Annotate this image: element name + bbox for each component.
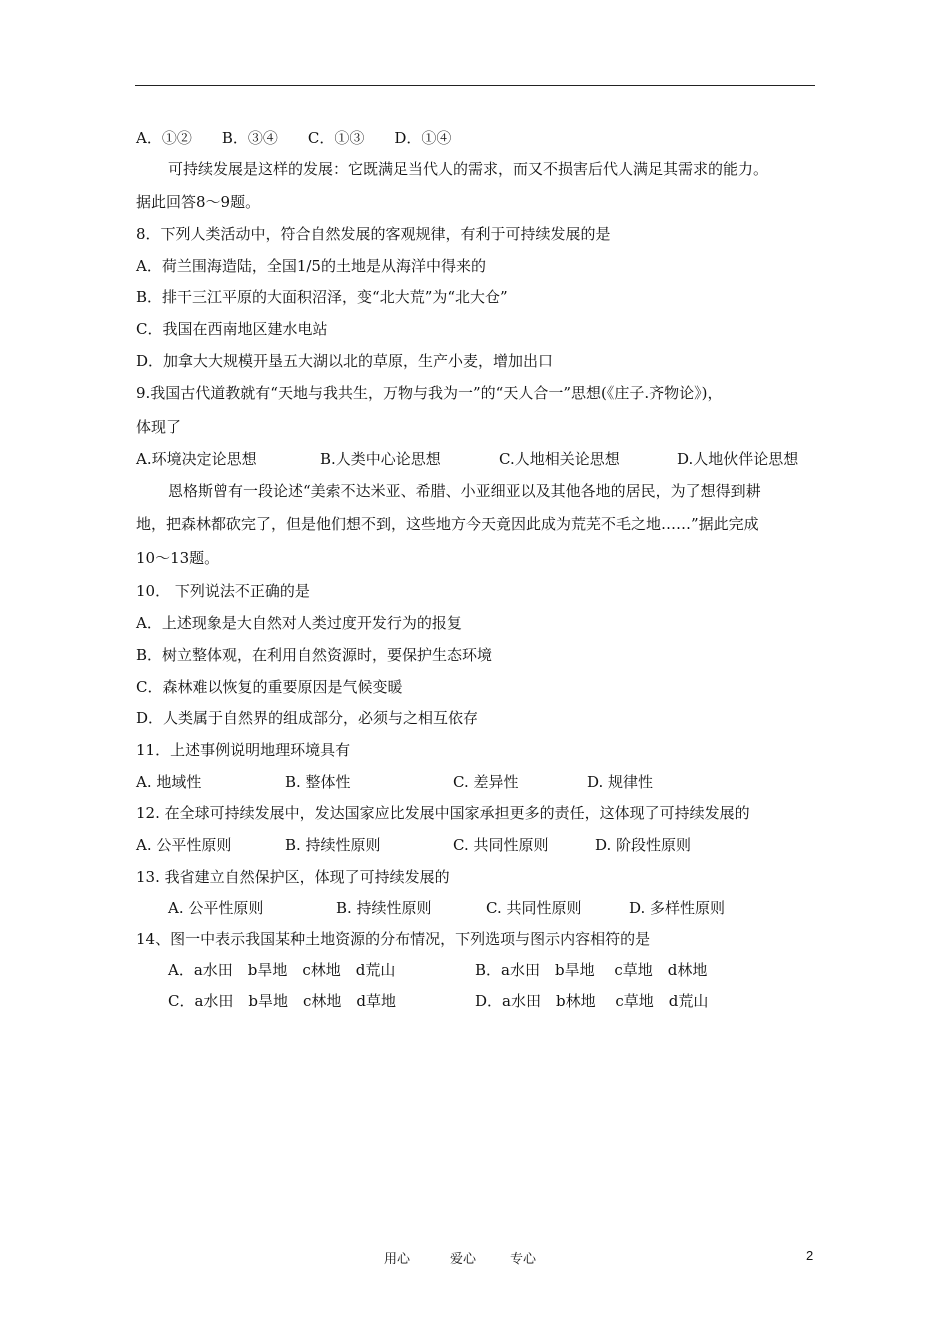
q11-option-c: C. 差异性	[453, 773, 519, 791]
page-number: 2	[806, 1248, 814, 1263]
q9-option-a: A.环境决定论思想	[136, 450, 257, 468]
header-rule	[135, 85, 815, 86]
question-13: 13. 我省建立自然保护区，体现了可持续发展的	[136, 868, 450, 886]
q10-option-a: A．上述现象是大自然对人类过度开发行为的报复	[136, 614, 462, 632]
passage-engels-end: 10～13题。	[136, 549, 220, 567]
footer-text-2: 爱心	[450, 1252, 477, 1267]
question-9: 9.我国古代道教就有“天地与我共生，万物与我为一”的“天人合一”思想(《庄子.齐物论》)，	[136, 384, 723, 402]
q10-option-c: C．森林难以恢复的重要原因是气候变暖	[136, 678, 403, 696]
q8-option-c: C．我国在西南地区建水电站	[136, 320, 328, 338]
q10-option-d: D．人类属于自然界的组成部分，必须与之相互依存	[136, 709, 479, 727]
q13-option-b: B. 持续性原则	[336, 899, 432, 917]
q11-option-d: D. 规律性	[587, 773, 654, 791]
question-12: 12. 在全球可持续发展中，发达国家应比发展中国家承担更多的责任，这体现了可持续发展的	[136, 804, 750, 822]
q12-option-b: B. 持续性原则	[285, 836, 381, 854]
q8-option-b: B．排干三江平原的大面积沼泽，变“北大荒”为“北大仓”	[136, 288, 508, 306]
footer-text-3: 专心	[510, 1252, 537, 1267]
footer-text-1: 用心	[384, 1252, 411, 1267]
passage-engels-cont: 地，把森林都砍完了，但是他们想不到，这些地方今天竟因此成为荒芜不毛之地……”据此完成	[136, 515, 759, 533]
q9-option-b: B.人类中心论思想	[320, 450, 441, 468]
q13-option-a: A. 公平性原则	[168, 899, 264, 917]
q11-option-b: B. 整体性	[285, 773, 351, 791]
question-11: 11．上述事例说明地理环境具有	[136, 741, 351, 759]
q12-option-a: A. 公平性原则	[136, 836, 232, 854]
question-10: 10． 下列说法不正确的是	[136, 582, 310, 600]
q7-options: A．①② B．③④ C．①③ D．①④	[136, 129, 452, 147]
q13-option-c: C. 共同性原则	[486, 899, 582, 917]
q12-option-d: D. 阶段性原则	[595, 836, 692, 854]
q14-option-c: C．a水田 b旱地 c林地 d草地	[168, 992, 397, 1010]
q14-option-d: D．a水田 b林地 c草地 d荒山	[475, 992, 709, 1010]
passage-sustainable: 可持续发展是这样的发展：它既满足当代人的需求，而又不损害后代人满足其需求的能力。	[168, 160, 769, 178]
q11-option-a: A. 地域性	[136, 773, 202, 791]
q12-option-c: C. 共同性原则	[453, 836, 549, 854]
q13-option-d: D. 多样性原则	[629, 899, 726, 917]
question-9-cont: 体现了	[136, 418, 182, 436]
q8-option-d: D．加拿大大规模开垦五大湖以北的草原，生产小麦，增加出口	[136, 352, 554, 370]
question-8: 8．下列人类活动中，符合自然发展的客观规律，有利于可持续发展的是	[136, 225, 611, 243]
q9-option-c: C.人地相关论思想	[499, 450, 620, 468]
q8-option-a: A．荷兰围海造陆，全国1/5的土地是从海洋中得来的	[136, 257, 486, 275]
q10-option-b: B．树立整体观，在利用自然资源时，要保护生态环境	[136, 646, 493, 664]
passage-sustainable-cont: 据此回答8～9题。	[136, 193, 261, 211]
q14-option-a: A．a水田 b旱地 c林地 d荒山	[168, 961, 396, 979]
question-14: 14、图一中表示我国某种土地资源的分布情况，下列选项与图示内容相符的是	[136, 930, 651, 948]
q14-option-b: B．a水田 b旱地 c草地 d林地	[475, 961, 708, 979]
q9-option-d: D.人地伙伴论思想	[677, 450, 799, 468]
passage-engels: 恩格斯曾有一段论述“美索不达米亚、希腊、小亚细亚以及其他各地的居民，为了想得到耕	[168, 482, 761, 500]
